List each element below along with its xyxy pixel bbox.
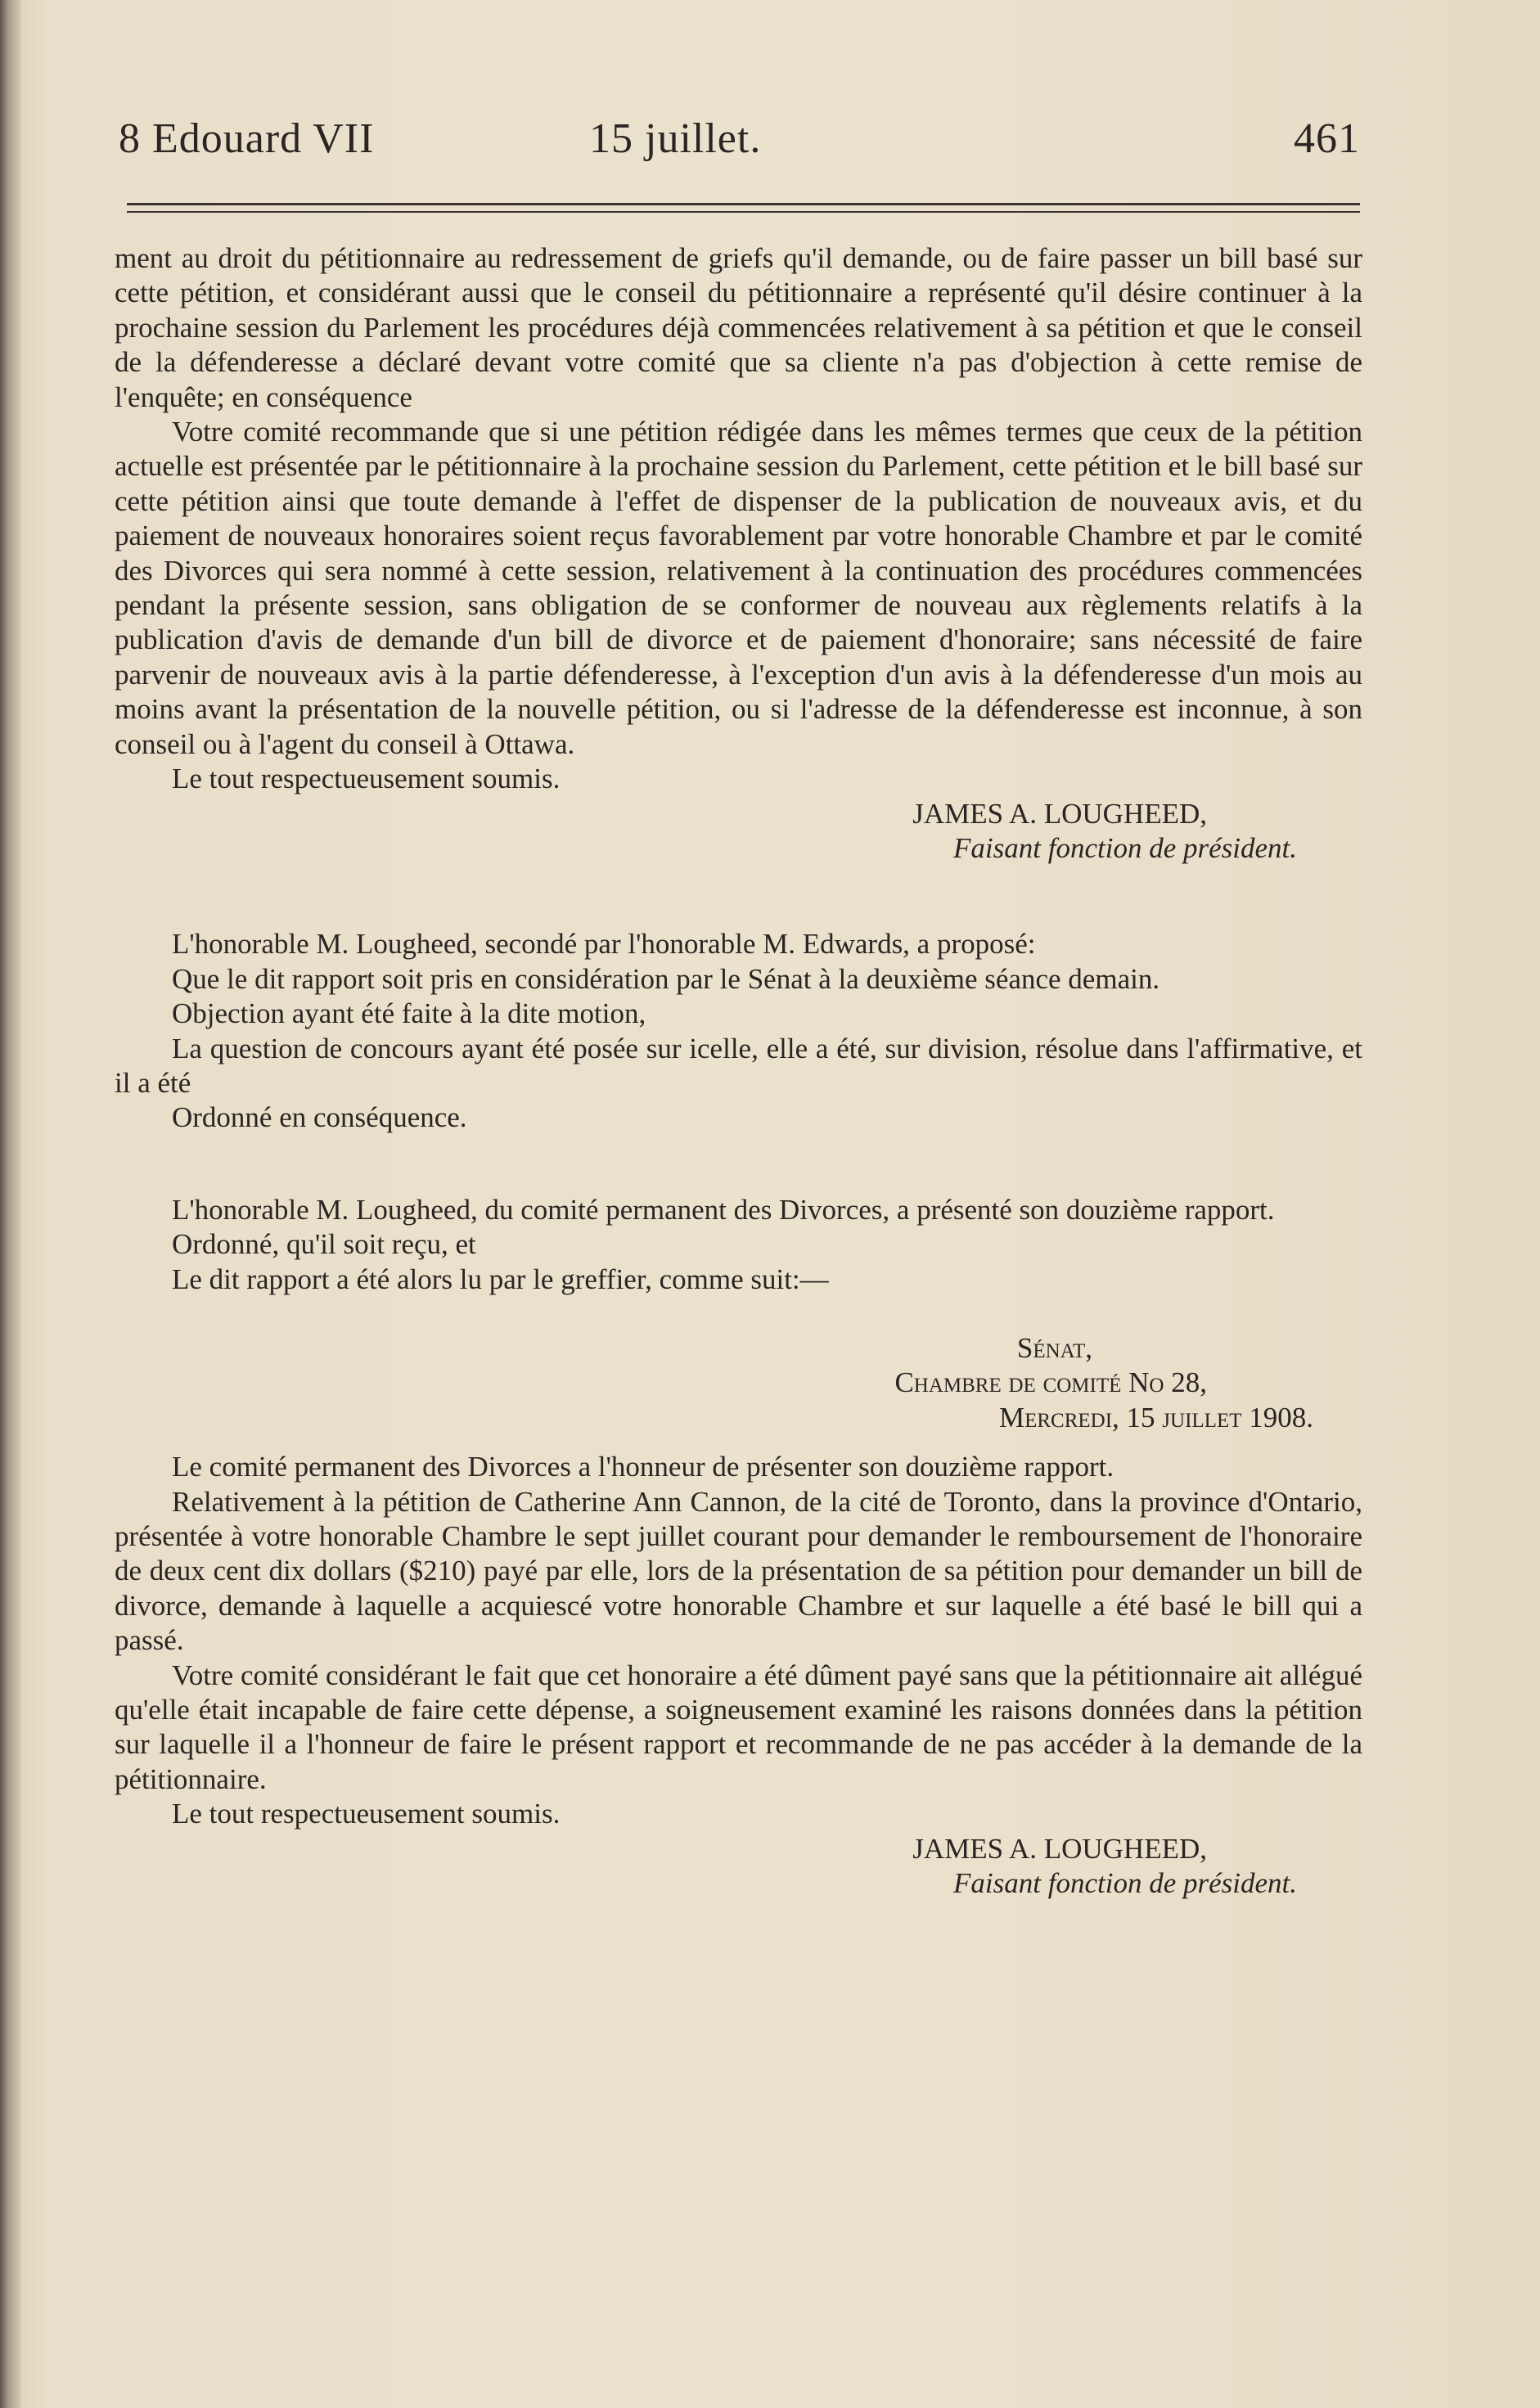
section-gap	[115, 1297, 1362, 1331]
signature-name: JAMES A. LOUGHEED,	[912, 797, 1207, 830]
binding-edge	[0, 0, 21, 2408]
report-recommendation: Votre comité considérant le fait que cet honoraire a été dûment payé sans que la pétitionnaire ait allégué qu'elle était incapable de faire cette dépense, a soigneusement examiné les raisons données dans la pétition sur laquelle il a l'honneur de faire le présent rapport et recommande de ne pas accéder à la demande de la pétitionnaire.	[115, 1659, 1362, 1795]
objection-line: Objection ayant été faite à la dite motion,	[172, 997, 646, 1030]
continued-paragraph: ment au droit du pétitionnaire au redressement de griefs qu'il demande, ou de faire passer un bill basé sur cette pétition, et considérant aussi que le conseil du pétitionnaire a représenté qu'il désire continuer à la prochaine session du Parlement les procédures déjà commencées relativement à sa pétition et que le conseil de la défenderesse a déclaré devant votre comité que sa cliente n'a pas d'objection à cette remise de l'enquête; en conséquence	[115, 242, 1362, 413]
received-line: Ordonné, qu'il soit reçu, et	[172, 1228, 476, 1261]
header-date: 15 juillet.	[589, 115, 762, 162]
closing-line-2: Le tout respectueusement soumis.	[172, 1798, 561, 1830]
motion-text: Que le dit rapport soit pris en considération par le Sénat à la deuxième séance demain.	[172, 962, 1160, 995]
ordered-line: Ordonné en conséquence.	[172, 1101, 467, 1134]
motion-paragraph: L'honorable M. Lougheed, secondé par l'honorable M. Edwards, a proposé:	[172, 928, 1036, 961]
committee-room: Chambre de comité No 28,	[894, 1366, 1207, 1399]
signature-title: Faisant fonction de président.	[953, 831, 1297, 864]
report-intro: Le comité permanent des Divorces a l'honneur de présenter son douzième rapport.	[172, 1451, 1114, 1483]
header-rule-top	[127, 203, 1360, 205]
section-gap	[115, 866, 1362, 927]
signature-title-2: Faisant fonction de président.	[953, 1867, 1297, 1900]
header-regnal-year: 8 Edouard VII	[119, 115, 375, 162]
closing-line: Le tout respectueusement soumis.	[172, 763, 561, 795]
senate-heading: Sénat,	[1016, 1331, 1092, 1364]
report-presented-paragraph: L'honorable M. Lougheed, du comité permanent des Divorces, a présenté son douzième rapport.	[172, 1193, 1275, 1226]
report-date: Mercredi, 15 juillet 1908.	[998, 1401, 1313, 1434]
page-number: 461	[1294, 115, 1360, 162]
signature-name-2: JAMES A. LOUGHEED,	[912, 1832, 1207, 1865]
recommendation-paragraph: Votre comité recommande que si une pétition rédigée dans les mêmes termes que ceux de la pétition actuelle est présentée par le pétitionnaire à la prochaine session du Parlement, cette pétition et le bill basé sur cette pétition ainsi que toute demande à l'effet de dispenser de la publication de nouveaux avis, et du paiement de nouveaux honoraires soient reçus favorablement par votre honorable Chambre et par le comité des Divorces qui sera nommé à cette session, relativement à la continuation des procédures commencées pendant la présente session, sans obligation de se conformer de nouveau aux règlements relatifs à la publication d'avis de demande d'un bill de divorce et de paiement d'honoraire; sans nécessité de faire parvenir de nouveaux avis à la partie défenderesse, à l'exception d'un avis à la défenderesse d'un mois au moins avant la présentation de la nouvelle pétition, ou si l'adresse de la défenderesse est inconnue, à son conseil ou à l'agent du conseil à Ottawa.	[115, 416, 1362, 760]
page-header	[119, 115, 1360, 172]
header-rule-bottom	[127, 211, 1360, 213]
page-body	[115, 241, 1362, 1901]
section-gap	[115, 1136, 1362, 1193]
question-paragraph: La question de concours ayant été posée sur icelle, elle a été, sur division, résolue dans l'affirmative, et il a été	[115, 1032, 1362, 1099]
read-line: Le dit rapport a été alors lu par le greffier, comme suit:—	[172, 1263, 829, 1295]
report-body: Relativement à la pétition de Catherine Ann Cannon, de la cité de Toronto, dans la province d'Ontario, présentée à votre honorable Chambre le sept juillet courant pour demander le remboursement de l'honoraire de deux cent dix dollars ($210) payé par elle, lors de la présentation de sa pétition pour demander un bill de divorce, demande à laquelle a acquiescé votre honorable Chambre et sur laquelle a été basé le bill qui a passé.	[115, 1485, 1362, 1657]
